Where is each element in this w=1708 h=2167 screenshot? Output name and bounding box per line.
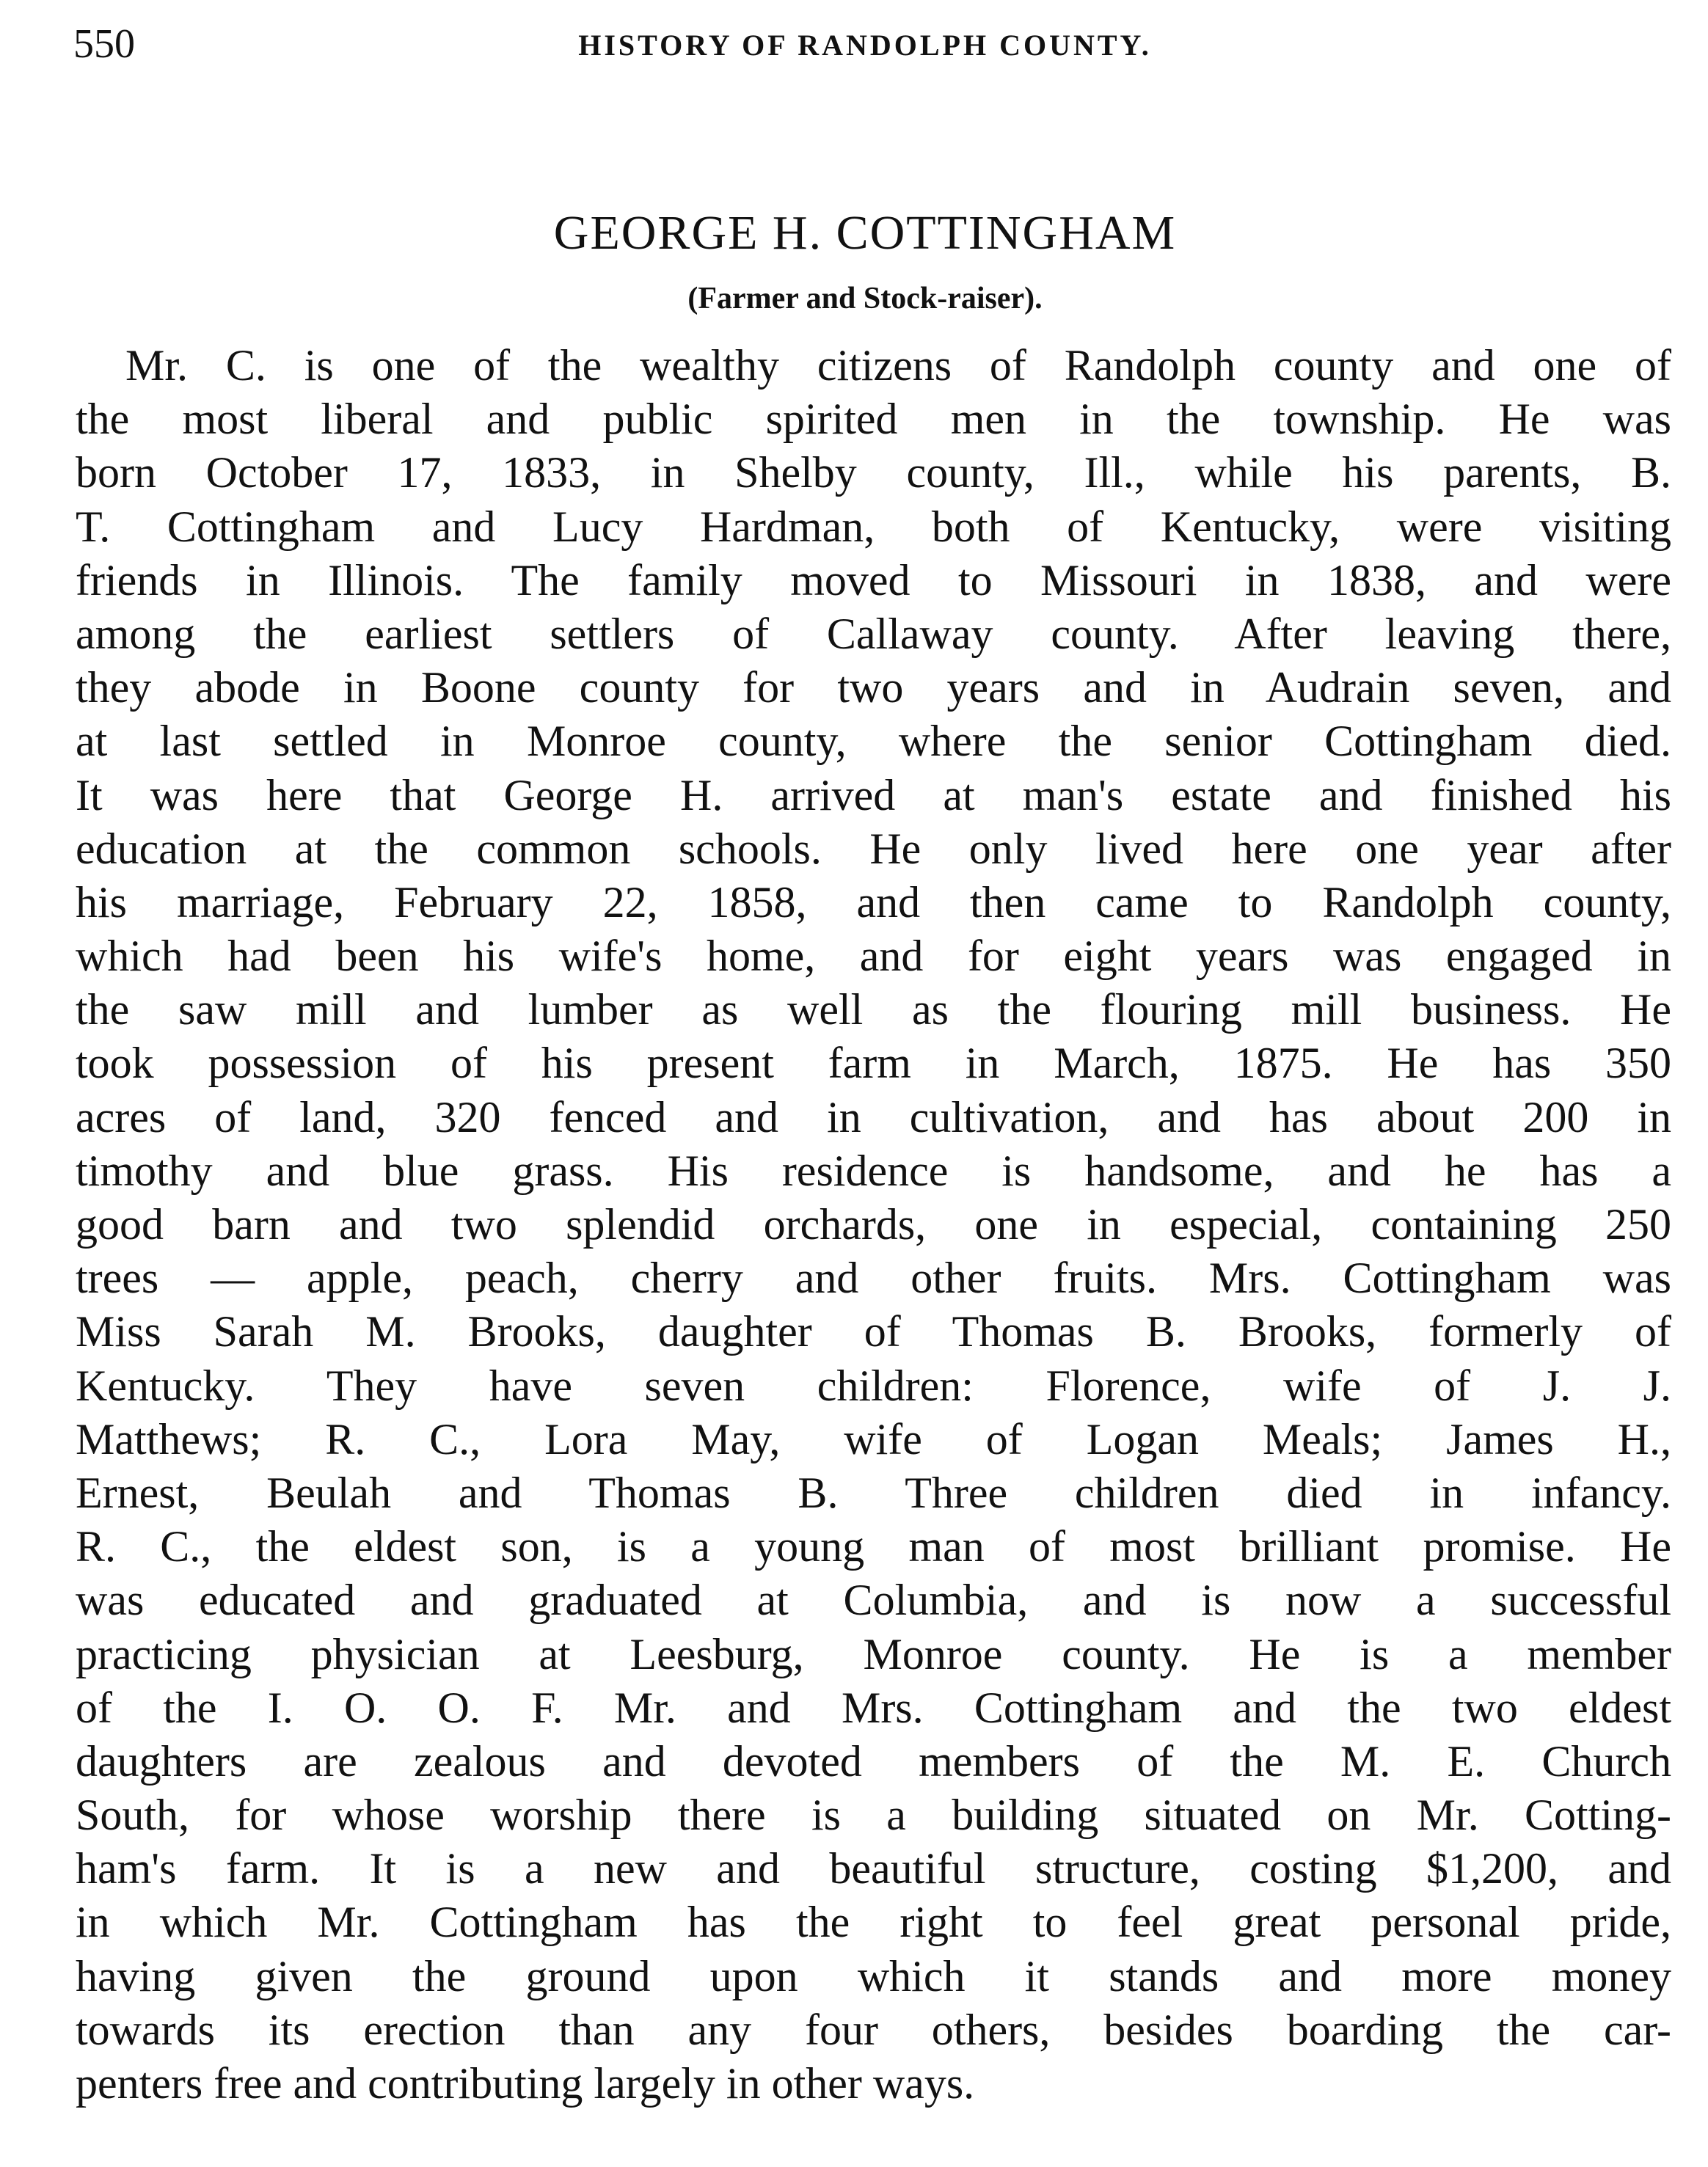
body-text-line: Ernest, Beulah and Thomas B. Three children died in infancy. [76, 1468, 1671, 1517]
body-text-line: Matthews; R. C., Lora May, wife of Logan Meals; James H., [76, 1414, 1671, 1463]
body-text-line: took possession of his present farm in March, 1875. He has 350 [76, 1039, 1671, 1088]
body-text-line: T. Cottingham and Lucy Hardman, both of Kentucky, were visiting [76, 502, 1671, 551]
body-text-line: good barn and two splendid orchards, one in especial, containing 250 [76, 1200, 1671, 1249]
body-text-line: towards its erection than any four others, besides boarding the car- [76, 2005, 1671, 2054]
body-text-line: in which Mr. Cottingham has the right to feel great personal pride, [76, 1898, 1671, 1947]
article-title: GEORGE H. COTTINGHAM [553, 206, 1177, 260]
body-text-line: education at the common schools. He only lived here one year after [76, 824, 1671, 873]
body-text-line: R. C., the eldest son, is a young man of most brilliant promise. He [76, 1522, 1671, 1571]
body-text-line: born October 17, 1833, in Shelby county, Ill., while his parents, B. [76, 448, 1671, 497]
body-text-line: was educated and graduated at Columbia, and is now a successful [76, 1576, 1671, 1625]
body-text-line: timothy and blue grass. His residence is handsome, and he has a [76, 1146, 1671, 1195]
body-text-line: his marriage, February 22, 1858, and then came to Randolph county, [76, 877, 1671, 927]
body-text-line: they abode in Boone county for two years and in Audrain seven, and [76, 663, 1671, 712]
body-text-line: It was here that George H. arrived at man's estate and finished his [76, 770, 1671, 819]
body-text-line: ham's farm. It is a new and beautiful structure, costing $1,200, and [76, 1844, 1671, 1893]
article-body [76, 339, 1671, 2111]
body-text-line: Kentucky. They have seven children: Florence, wife of J. J. [76, 1361, 1671, 1410]
body-text-line: trees — apple, peach, cherry and other fruits. Mrs. Cottingham was [76, 1254, 1671, 1303]
body-text-line: Miss Sarah M. Brooks, daughter of Thomas B. Brooks, formerly of [76, 1307, 1671, 1356]
body-text-line: friends in Illinois. The family moved to Missouri in 1838, and were [76, 555, 1671, 604]
running-header: HISTORY OF RANDOLPH COUNTY. [578, 29, 1152, 62]
body-text-line: South, for whose worship there is a building situated on Mr. Cotting- [76, 1791, 1671, 1840]
body-text-line: the saw mill and lumber as well as the flouring mill business. He [76, 985, 1671, 1034]
body-text-line: daughters are zealous and devoted members of the M. E. Church [76, 1736, 1671, 1786]
body-text-line: at last settled in Monroe county, where the senior Cottingham died. [76, 717, 1671, 766]
body-text-line: the most liberal and public spirited men in the township. He was [76, 395, 1671, 444]
article-subtitle: (Farmer and Stock-raiser). [687, 282, 1043, 315]
body-text-line: Mr. C. is one of the wealthy citizens of Randolph county and one of [125, 341, 1671, 390]
body-text-line: of the I. O. O. F. Mr. and Mrs. Cottingham and the two eldest [76, 1683, 1671, 1732]
page-number: 550 [73, 21, 135, 67]
body-text-line: practicing physician at Leesburg, Monroe county. He is a member [76, 1629, 1671, 1678]
body-text-line: which had been his wife's home, and for eight years was engaged in [76, 932, 1671, 981]
body-text-line: acres of land, 320 fenced and in cultivation, and has about 200 in [76, 1092, 1671, 1141]
body-text-line: among the earliest settlers of Callaway county. After leaving there, [76, 609, 1671, 658]
body-text-line: penters free and contributing largely in other ways. [76, 2059, 975, 2108]
body-text-line: having given the ground upon which it stands and more money [76, 1951, 1671, 2000]
